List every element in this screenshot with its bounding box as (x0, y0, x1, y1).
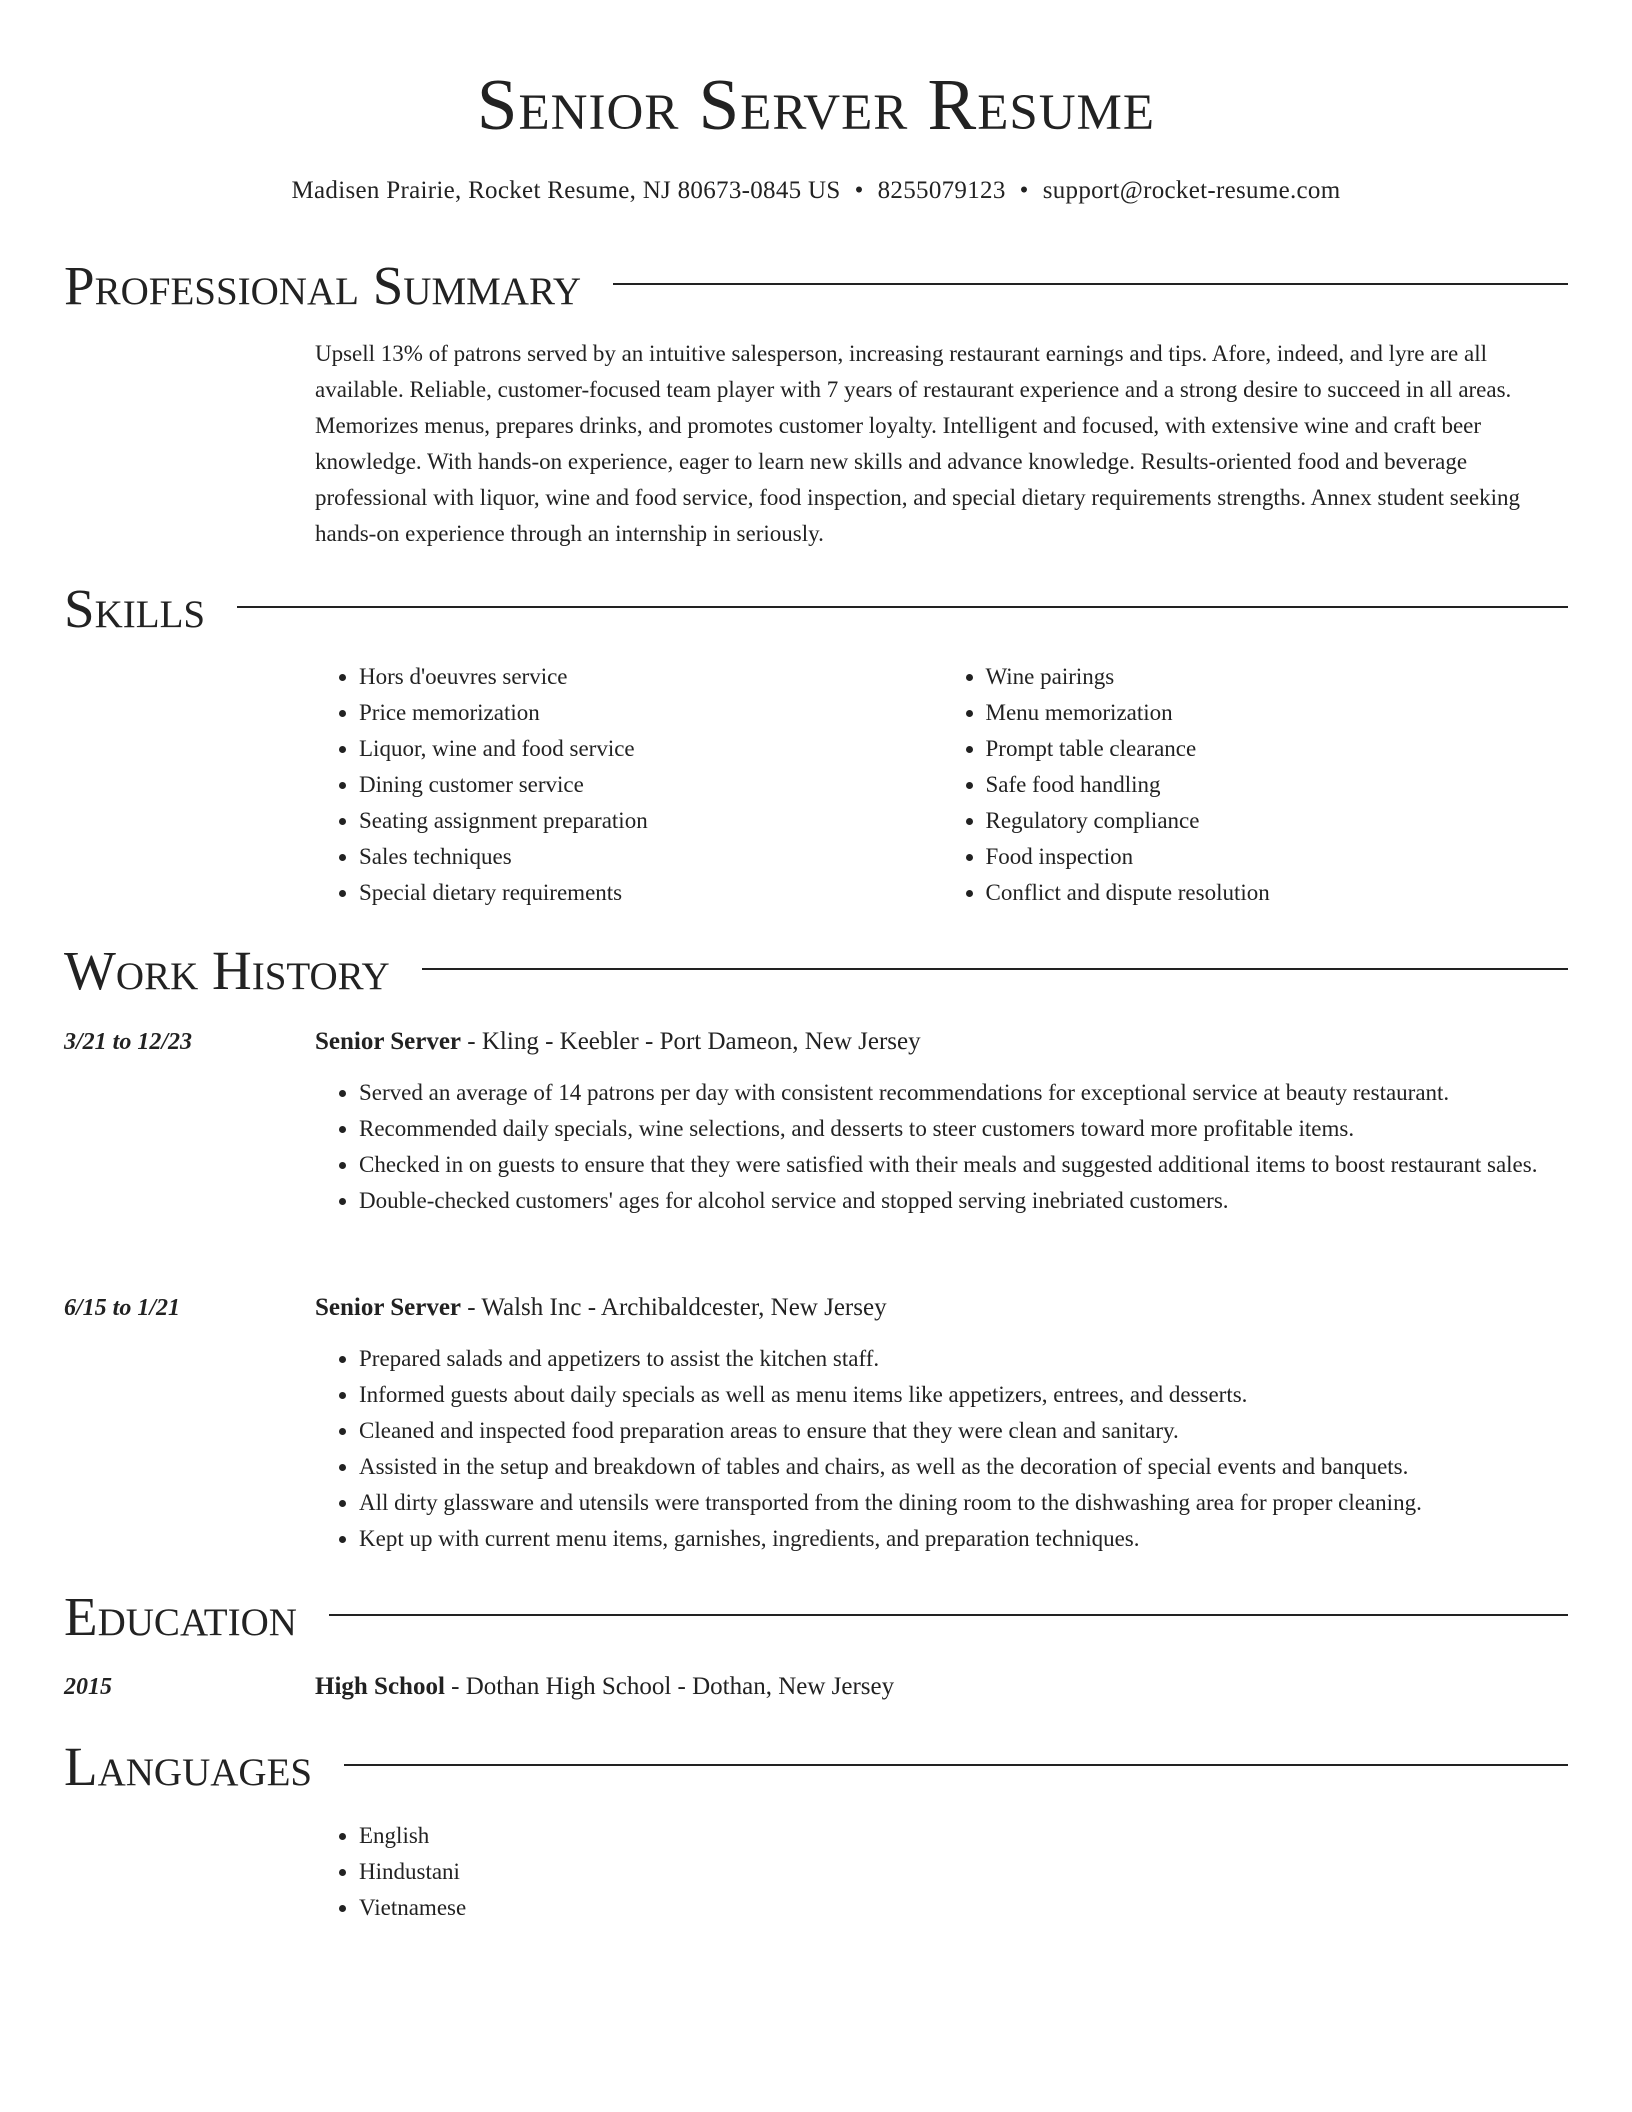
skills-section-header (64, 578, 1568, 640)
section-divider (329, 1614, 1568, 1616)
skill-item: • Safe food handling (986, 767, 1569, 803)
section-title: Languages (64, 1736, 313, 1797)
duty-item: • All dirty glassware and utensils were transported from the dining room to the dishwashing area for proper cleaning. (359, 1485, 1568, 1521)
skills-list (315, 659, 1568, 911)
section-title: Skills (64, 578, 206, 639)
job-title: Senior Server (315, 1028, 462, 1055)
skills-column-right (942, 659, 1569, 911)
job-duties (315, 1341, 1568, 1557)
duty-item: • Double-checked customers' ages for alcohol service and stopped serving inebriated customers. (359, 1183, 1568, 1219)
duty-item: • Prepared salads and appetizers to assist the kitchen staff. (359, 1341, 1568, 1377)
contact-separator: • (1019, 177, 1029, 204)
contact-phone: 8255079123 (877, 177, 1006, 204)
skill-item: • Prompt table clearance (986, 731, 1569, 767)
contact-email[interactable]: support@rocket-resume.com (1042, 177, 1341, 204)
resume-title: Senior Server Resume (476, 64, 1156, 145)
skill-item: • Price memorization (359, 695, 942, 731)
skill-item: • Special dietary requirements (359, 875, 942, 911)
skill-item: • Conflict and dispute resolution (986, 875, 1569, 911)
contact-address: Madisen Prairie, Rocket Resume, NJ 80673-0845 US (291, 177, 841, 204)
section-title: Professional Summary (64, 255, 582, 316)
skills-column-left (315, 659, 942, 911)
section-title: Work History (64, 940, 390, 1001)
duty-item: • Recommended daily specials, wine selections, and desserts to steer customers toward more profitable items. (359, 1111, 1568, 1147)
education-section-header (64, 1586, 1568, 1648)
work-section-header (64, 940, 1568, 1002)
job-employer: - Walsh Inc - Archibaldcester, New Jersey (461, 1294, 887, 1321)
education-year: 2015 (64, 1674, 112, 1700)
skill-item: • Regulatory compliance (986, 803, 1569, 839)
education-entry (315, 1669, 1568, 1705)
summary-section-header (64, 255, 1568, 317)
section-title: Education (64, 1586, 297, 1647)
education-degree: High School (315, 1673, 445, 1700)
skill-item: • Dining customer service (359, 767, 942, 803)
languages-section-header (64, 1736, 1568, 1798)
job-heading (315, 1024, 1568, 1060)
skill-item: • Liquor, wine and food service (359, 731, 942, 767)
section-divider (422, 968, 1568, 970)
skill-item: • Wine pairings (986, 659, 1569, 695)
duty-item: • Informed guests about daily specials as well as menu items like appetizers, entrees, and desserts. (359, 1377, 1568, 1413)
duty-item: • Kept up with current menu items, garnishes, ingredients, and preparation techniques. (359, 1521, 1568, 1557)
duty-item: • Assisted in the setup and breakdown of tables and chairs, as well as the decoration of special events and banquets. (359, 1449, 1568, 1485)
skill-item: • Seating assignment preparation (359, 803, 942, 839)
language-item: • English (359, 1818, 1568, 1854)
job-title: Senior Server (315, 1294, 462, 1321)
job-employer: - Kling - Keebler - Port Dameon, New Jersey (461, 1028, 921, 1055)
job-dates: 6/15 to 1/21 (64, 1295, 181, 1321)
skill-item: • Food inspection (986, 839, 1569, 875)
summary-text: Upsell 13% of patrons served by an intuitive salesperson, increasing restaurant earnings and tips. Afore, indeed, and lyre are all available. Reliable, customer-focused team player with 7 years of restaurant experience and a strong desire to succeed in all areas. Memorizes menus, prepares drinks, and promotes customer loyalty. Intelligent and focused, with extensive wine and craft beer knowledge. With hands-on experience, eager to learn new skills and advance knowledge. Results-oriented food and beverage professional with liquor, wine and food service, food inspection, and special dietary requirements strengths. Annex student seeking hands-on experience through an internship in seriously. (315, 341, 1521, 546)
skill-item: • Menu memorization (986, 695, 1569, 731)
section-divider (344, 1764, 1568, 1766)
summary-body (315, 336, 1568, 552)
skill-item: • Sales techniques (359, 839, 942, 875)
contact-separator: • (854, 177, 864, 204)
job-duties (315, 1075, 1568, 1219)
job-heading (315, 1290, 1568, 1326)
education-school: - Dothan High School - Dothan, New Jersey (444, 1673, 895, 1700)
language-item: • Hindustani (359, 1854, 1568, 1890)
language-item: • Vietnamese (359, 1890, 1568, 1926)
skill-item: • Hors d'oeuvres service (359, 659, 942, 695)
job-dates: 3/21 to 12/23 (64, 1029, 193, 1055)
duty-item: • Cleaned and inspected food preparation areas to ensure that they were clean and sanitary. (359, 1413, 1568, 1449)
duty-item: • Served an average of 14 patrons per day with consistent recommendations for exceptional service at beauty restaurant. (359, 1075, 1568, 1111)
languages-list (315, 1818, 1568, 1926)
section-divider (613, 283, 1568, 285)
section-divider (237, 606, 1568, 608)
duty-item: • Checked in on guests to ensure that they were satisfied with their meals and suggested additional items to boost restaurant sales. (359, 1147, 1568, 1183)
contact-line (64, 174, 1568, 208)
